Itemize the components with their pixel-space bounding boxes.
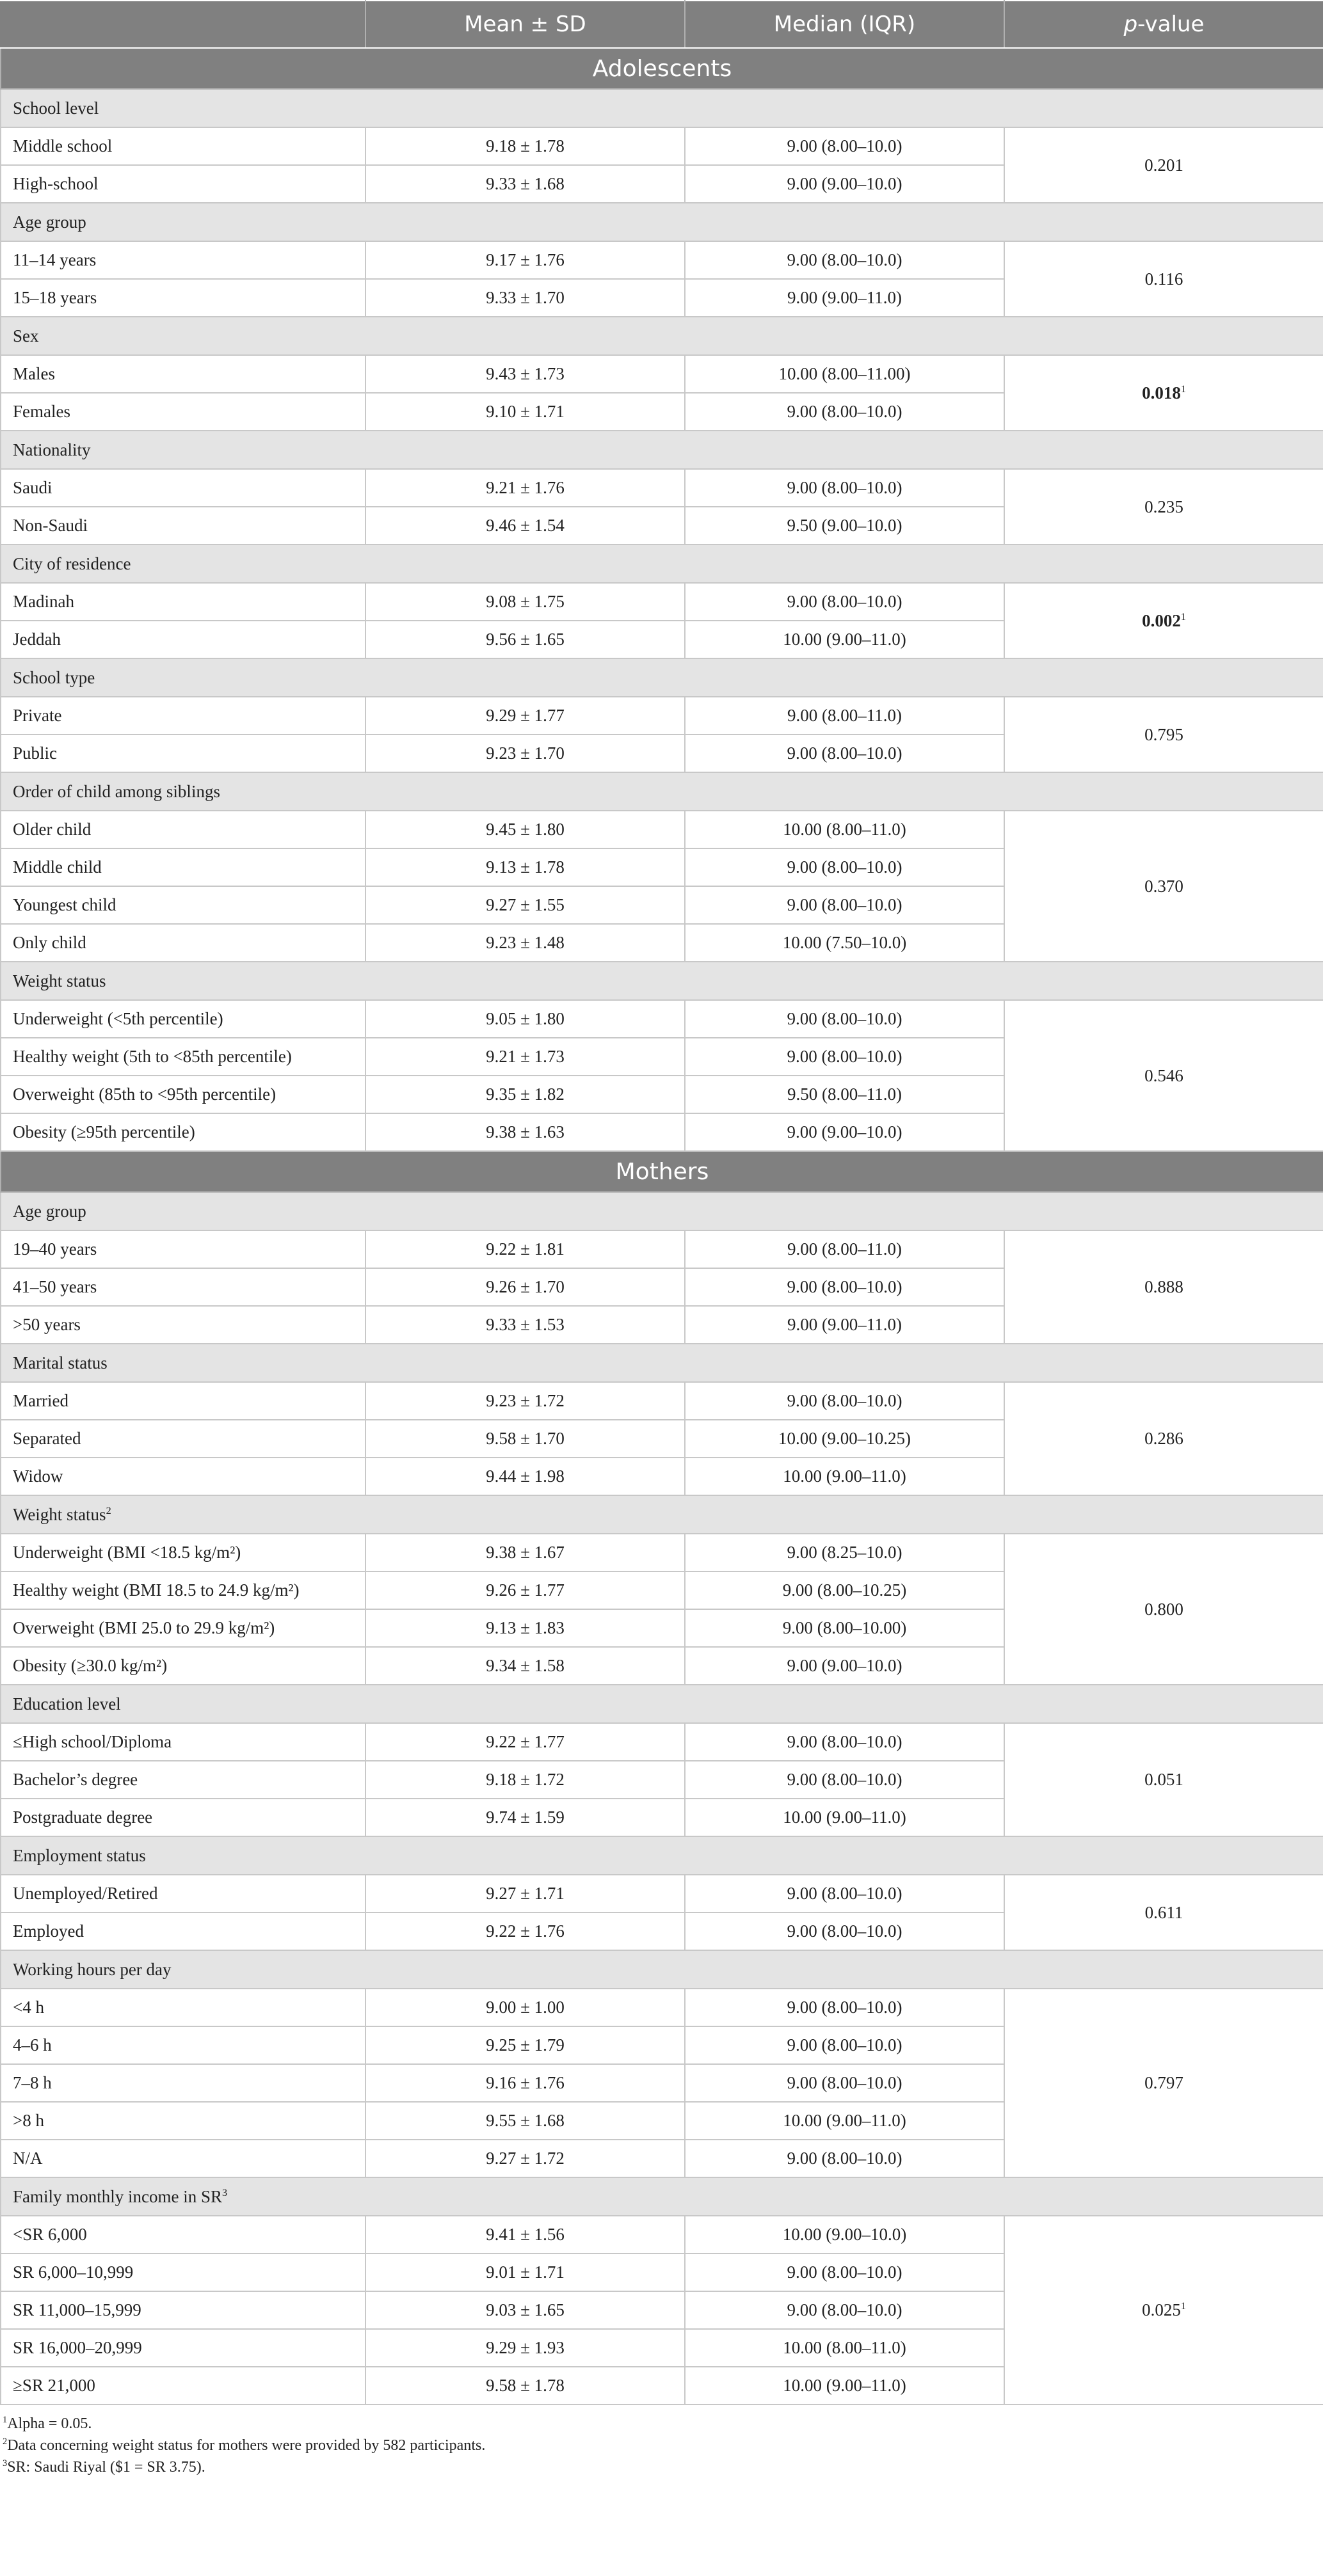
row-label: 4–6 h [1, 2026, 365, 2064]
mean-sd-cell: 9.18 ± 1.72 [365, 1761, 685, 1799]
row-label: Obesity (≥95th percentile) [1, 1113, 365, 1151]
median-iqr-cell: 9.00 (8.00–10.0) [685, 393, 1004, 431]
median-iqr-cell: 10.00 (9.00–11.0) [685, 2102, 1004, 2140]
header-p-italic: p [1123, 12, 1138, 37]
p-value: 0.116 [1144, 269, 1183, 289]
p-value: 0.370 [1144, 876, 1183, 896]
row-label: Underweight (<5th percentile) [1, 1000, 365, 1038]
row-label: ≤High school/Diploma [1, 1723, 365, 1761]
mean-sd-cell: 9.38 ± 1.63 [365, 1113, 685, 1151]
mean-sd-cell: 9.22 ± 1.76 [365, 1912, 685, 1950]
row-label: Only child [1, 924, 365, 962]
table-body [1, 48, 1323, 2405]
p-value: 0.201 [1144, 155, 1183, 175]
median-iqr-cell: 9.00 (9.00–10.0) [685, 165, 1004, 203]
mean-sd-cell: 9.03 ± 1.65 [365, 2291, 685, 2329]
group-label-cell [1, 2177, 1323, 2216]
median-iqr-cell: 9.00 (9.00–11.0) [685, 1306, 1004, 1344]
row-label: ≥SR 21,000 [1, 2367, 365, 2405]
median-iqr-cell: 9.00 (8.00–10.0) [685, 1723, 1004, 1761]
group-label-cell [1, 431, 1323, 469]
footnote-mark: 2 [3, 2437, 8, 2447]
group-label-cell [1, 89, 1323, 127]
footnote-mark: 1 [1180, 610, 1186, 623]
row-label: 41–50 years [1, 1268, 365, 1306]
row-label: >8 h [1, 2102, 365, 2140]
median-iqr-cell: 9.00 (8.00–10.0) [685, 583, 1004, 621]
table-row [1, 127, 1323, 165]
p-value-cell [1004, 1230, 1323, 1344]
group-label: Weight status [13, 971, 106, 990]
row-label: Overweight (85th to <95th percentile) [1, 1076, 365, 1113]
median-iqr-cell: 9.00 (8.00–10.0) [685, 2064, 1004, 2102]
p-value: 0.611 [1144, 1902, 1183, 1922]
header-row [1, 1, 1323, 48]
mean-sd-cell: 9.38 ± 1.67 [365, 1534, 685, 1571]
median-iqr-cell: 9.00 (8.00–10.0) [685, 2026, 1004, 2064]
row-label: Underweight (BMI <18.5 kg/m²) [1, 1534, 365, 1571]
mean-sd-cell: 9.29 ± 1.93 [365, 2329, 685, 2367]
footnote-mark: 1 [1180, 383, 1186, 395]
table-row [1, 1989, 1323, 2026]
group-label-cell [1, 1685, 1323, 1723]
mean-sd-cell: 9.08 ± 1.75 [365, 583, 685, 621]
footnote [3, 2456, 1323, 2478]
median-iqr-cell: 9.50 (8.00–11.0) [685, 1076, 1004, 1113]
median-iqr-cell: 10.00 (7.50–10.0) [685, 924, 1004, 962]
p-value: 0.235 [1144, 497, 1183, 516]
p-value: 0.286 [1144, 1429, 1183, 1448]
mean-sd-cell: 9.00 ± 1.00 [365, 1989, 685, 2026]
mean-sd-cell: 9.58 ± 1.78 [365, 2367, 685, 2405]
table-row [1, 583, 1323, 621]
table-row [1, 1534, 1323, 1571]
footnote-mark: 1 [3, 2415, 8, 2425]
mean-sd-cell: 9.33 ± 1.53 [365, 1306, 685, 1344]
p-value-cell [1004, 469, 1323, 545]
footnote-text: Alpha = 0.05. [7, 2415, 92, 2432]
group-label: Education level [13, 1694, 121, 1713]
mean-sd-cell: 9.22 ± 1.81 [365, 1230, 685, 1268]
median-iqr-cell: 9.00 (9.00–10.0) [685, 1647, 1004, 1685]
group-label: Order of child among siblings [13, 781, 220, 801]
mean-sd-cell: 9.18 ± 1.78 [365, 127, 685, 165]
median-iqr-cell: 9.00 (8.00–10.00) [685, 1609, 1004, 1647]
row-label: Older child [1, 811, 365, 848]
mean-sd-cell: 9.13 ± 1.83 [365, 1609, 685, 1647]
row-label: <4 h [1, 1989, 365, 2026]
table-row [1, 1000, 1323, 1038]
p-value: 0.025 [1142, 2300, 1181, 2319]
row-label: Unemployed/Retired [1, 1875, 365, 1912]
group-label: Marital status [13, 1353, 108, 1372]
median-iqr-cell: 9.00 (8.00–10.0) [685, 2291, 1004, 2329]
p-value-cell [1004, 697, 1323, 772]
row-label: Youngest child [1, 886, 365, 924]
footnote-mark: 3 [3, 2458, 8, 2469]
mean-sd-cell: 9.56 ± 1.65 [365, 621, 685, 658]
group-header-row [1, 772, 1323, 811]
footnote-text: Data concerning weight status for mothers were provided by 582 participants. [7, 2437, 486, 2454]
table-row [1, 355, 1323, 393]
section-row [1, 1151, 1323, 1192]
mean-sd-cell: 9.17 ± 1.76 [365, 241, 685, 279]
row-label: >50 years [1, 1306, 365, 1344]
median-iqr-cell: 9.00 (8.00–10.0) [685, 735, 1004, 772]
row-label: Employed [1, 1912, 365, 1950]
median-iqr-cell: 9.00 (8.25–10.0) [685, 1534, 1004, 1571]
median-iqr-cell: 10.00 (9.00–11.0) [685, 2367, 1004, 2405]
median-iqr-cell: 9.00 (8.00–10.0) [685, 1268, 1004, 1306]
mean-sd-cell: 9.21 ± 1.73 [365, 1038, 685, 1076]
mean-sd-cell: 9.16 ± 1.76 [365, 2064, 685, 2102]
group-label-cell [1, 1192, 1323, 1230]
p-value-cell [1004, 1875, 1323, 1950]
group-header-row [1, 2177, 1323, 2216]
median-iqr-cell: 9.00 (9.00–10.0) [685, 1113, 1004, 1151]
p-value: 0.795 [1144, 724, 1183, 744]
mean-sd-cell: 9.27 ± 1.71 [365, 1875, 685, 1912]
row-label: 7–8 h [1, 2064, 365, 2102]
row-label: SR 11,000–15,999 [1, 2291, 365, 2329]
row-label: Middle child [1, 848, 365, 886]
group-label-cell [1, 772, 1323, 811]
p-value-cell [1004, 1000, 1323, 1151]
table-row [1, 811, 1323, 848]
median-iqr-cell: 9.00 (8.00–10.0) [685, 2140, 1004, 2177]
row-label: Healthy weight (5th to <85th percentile) [1, 1038, 365, 1076]
group-header-row [1, 658, 1323, 697]
p-value: 0.002 [1142, 610, 1181, 630]
footnote-mark: 2 [106, 1504, 111, 1516]
p-value-cell [1004, 1989, 1323, 2177]
group-header-row [1, 431, 1323, 469]
median-iqr-cell: 10.00 (9.00–11.0) [685, 621, 1004, 658]
mean-sd-cell: 9.27 ± 1.55 [365, 886, 685, 924]
group-label: Weight status [13, 1504, 106, 1524]
header-mean-sd: Mean ± SD [365, 1, 685, 48]
table-row [1, 1382, 1323, 1420]
group-header-row [1, 1950, 1323, 1989]
table-row [1, 1723, 1323, 1761]
mean-sd-cell: 9.55 ± 1.68 [365, 2102, 685, 2140]
p-value-cell [1004, 1534, 1323, 1685]
row-label: Postgraduate degree [1, 1799, 365, 1836]
median-iqr-cell: 9.00 (8.00–10.25) [685, 1571, 1004, 1609]
group-label: City of residence [13, 553, 131, 573]
group-label: School level [13, 98, 99, 118]
p-value: 0.018 [1142, 383, 1181, 402]
row-label: 19–40 years [1, 1230, 365, 1268]
row-label: N/A [1, 2140, 365, 2177]
p-value-cell [1004, 1382, 1323, 1495]
mean-sd-cell: 9.22 ± 1.77 [365, 1723, 685, 1761]
median-iqr-cell: 10.00 (8.00–11.0) [685, 2329, 1004, 2367]
mean-sd-cell: 9.74 ± 1.59 [365, 1799, 685, 1836]
section-title: Adolescents [1, 48, 1323, 89]
group-label-cell [1, 1836, 1323, 1875]
row-label: Jeddah [1, 621, 365, 658]
footnote-mark: 3 [222, 2186, 228, 2198]
p-value: 0.797 [1144, 2073, 1183, 2092]
mean-sd-cell: 9.01 ± 1.71 [365, 2254, 685, 2291]
median-iqr-cell: 9.00 (8.00–10.0) [685, 469, 1004, 507]
group-label: Working hours per day [13, 1959, 172, 1979]
header-p-value [1004, 1, 1323, 48]
mean-sd-cell: 9.26 ± 1.70 [365, 1268, 685, 1306]
mean-sd-cell: 9.27 ± 1.72 [365, 2140, 685, 2177]
mean-sd-cell: 9.29 ± 1.77 [365, 697, 685, 735]
mean-sd-cell: 9.41 ± 1.56 [365, 2216, 685, 2254]
group-label-cell [1, 1495, 1323, 1534]
group-header-row [1, 1685, 1323, 1723]
section-row [1, 48, 1323, 89]
mean-sd-cell: 9.35 ± 1.82 [365, 1076, 685, 1113]
p-value-cell [1004, 1723, 1323, 1836]
group-label-cell [1, 317, 1323, 355]
header-p-rest: -value [1137, 12, 1205, 37]
row-label: Married [1, 1382, 365, 1420]
mean-sd-cell: 9.05 ± 1.80 [365, 1000, 685, 1038]
p-value: 0.800 [1144, 1599, 1183, 1619]
median-iqr-cell: 10.00 (9.00–10.25) [685, 1420, 1004, 1458]
group-label: Age group [13, 1201, 86, 1221]
median-iqr-cell: 9.00 (8.00–10.0) [685, 1000, 1004, 1038]
p-value: 0.888 [1144, 1277, 1183, 1296]
p-value-cell [1004, 583, 1323, 658]
table-row [1, 469, 1323, 507]
group-label-cell [1, 545, 1323, 583]
footnote [3, 2435, 1323, 2456]
median-iqr-cell: 9.00 (8.00–10.0) [685, 1989, 1004, 2026]
group-header-row [1, 1192, 1323, 1230]
median-iqr-cell: 9.00 (8.00–10.0) [685, 1761, 1004, 1799]
median-iqr-cell: 10.00 (9.00–11.0) [685, 1799, 1004, 1836]
mean-sd-cell: 9.23 ± 1.48 [365, 924, 685, 962]
row-label: Healthy weight (BMI 18.5 to 24.9 kg/m²) [1, 1571, 365, 1609]
row-label: Private [1, 697, 365, 735]
row-label: Saudi [1, 469, 365, 507]
footnote-text: SR: Saudi Riyal ($1 = SR 3.75). [7, 2459, 205, 2476]
p-value-cell [1004, 2216, 1323, 2405]
group-label: School type [13, 667, 95, 687]
table-row [1, 241, 1323, 279]
median-iqr-cell: 10.00 (9.00–10.0) [685, 2216, 1004, 2254]
median-iqr-cell: 9.00 (8.00–10.0) [685, 127, 1004, 165]
footnote [3, 2413, 1323, 2435]
median-iqr-cell: 9.00 (8.00–10.0) [685, 1912, 1004, 1950]
group-label: Nationality [13, 440, 91, 459]
row-label: Madinah [1, 583, 365, 621]
median-iqr-cell: 9.00 (8.00–10.0) [685, 848, 1004, 886]
group-header-row [1, 1836, 1323, 1875]
header-blank [1, 1, 365, 48]
p-value-cell [1004, 811, 1323, 962]
row-label: SR 6,000–10,999 [1, 2254, 365, 2291]
group-header-row [1, 545, 1323, 583]
median-iqr-cell: 9.00 (8.00–11.0) [685, 697, 1004, 735]
mean-sd-cell: 9.23 ± 1.70 [365, 735, 685, 772]
p-value-cell [1004, 241, 1323, 317]
row-label: Middle school [1, 127, 365, 165]
group-header-row [1, 317, 1323, 355]
median-iqr-cell: 10.00 (9.00–11.0) [685, 1458, 1004, 1495]
mean-sd-cell: 9.43 ± 1.73 [365, 355, 685, 393]
mean-sd-cell: 9.23 ± 1.72 [365, 1382, 685, 1420]
group-label-cell [1, 203, 1323, 241]
median-iqr-cell: 10.00 (8.00–11.00) [685, 355, 1004, 393]
mean-sd-cell: 9.46 ± 1.54 [365, 507, 685, 545]
p-value: 0.546 [1144, 1065, 1183, 1085]
group-header-row [1, 1344, 1323, 1382]
mean-sd-cell: 9.33 ± 1.68 [365, 165, 685, 203]
mean-sd-cell: 9.45 ± 1.80 [365, 811, 685, 848]
group-label: Age group [13, 212, 86, 232]
median-iqr-cell: 9.00 (8.00–10.0) [685, 886, 1004, 924]
median-iqr-cell: 9.00 (8.00–10.0) [685, 241, 1004, 279]
row-label: 15–18 years [1, 279, 365, 317]
row-label: Non-Saudi [1, 507, 365, 545]
header-median-iqr: Median (IQR) [685, 1, 1004, 48]
row-label: <SR 6,000 [1, 2216, 365, 2254]
p-value: 0.051 [1144, 1770, 1183, 1789]
group-label: Employment status [13, 1845, 146, 1865]
mean-sd-cell: 9.21 ± 1.76 [365, 469, 685, 507]
table-header [1, 1, 1323, 48]
mean-sd-cell: 9.10 ± 1.71 [365, 393, 685, 431]
mean-sd-cell: 9.25 ± 1.79 [365, 2026, 685, 2064]
median-iqr-cell: 9.00 (8.00–10.0) [685, 1875, 1004, 1912]
footnotes [0, 2405, 1323, 2478]
p-value-cell [1004, 127, 1323, 203]
group-label-cell [1, 1950, 1323, 1989]
group-header-row [1, 1495, 1323, 1534]
mean-sd-cell: 9.44 ± 1.98 [365, 1458, 685, 1495]
mean-sd-cell: 9.26 ± 1.77 [365, 1571, 685, 1609]
row-label: High-school [1, 165, 365, 203]
group-label: Sex [13, 326, 39, 346]
row-label: Bachelor’s degree [1, 1761, 365, 1799]
row-label: Overweight (BMI 25.0 to 29.9 kg/m²) [1, 1609, 365, 1647]
row-label: Widow [1, 1458, 365, 1495]
mean-sd-cell: 9.34 ± 1.58 [365, 1647, 685, 1685]
median-iqr-cell: 9.50 (9.00–10.0) [685, 507, 1004, 545]
p-value-cell [1004, 355, 1323, 431]
group-header-row [1, 203, 1323, 241]
mean-sd-cell: 9.58 ± 1.70 [365, 1420, 685, 1458]
table-row [1, 1230, 1323, 1268]
mean-sd-cell: 9.13 ± 1.78 [365, 848, 685, 886]
row-label: 11–14 years [1, 241, 365, 279]
table-row [1, 697, 1323, 735]
group-label-cell [1, 962, 1323, 1000]
median-iqr-cell: 9.00 (8.00–10.0) [685, 1382, 1004, 1420]
median-iqr-cell: 9.00 (9.00–11.0) [685, 279, 1004, 317]
group-label-cell [1, 1344, 1323, 1382]
row-label: Females [1, 393, 365, 431]
footnote-mark: 1 [1180, 2300, 1186, 2312]
row-label: Public [1, 735, 365, 772]
row-label: Males [1, 355, 365, 393]
group-header-row [1, 89, 1323, 127]
group-label: Family monthly income in SR [13, 2186, 223, 2206]
row-label: SR 16,000–20,999 [1, 2329, 365, 2367]
group-label-cell [1, 658, 1323, 697]
section-title: Mothers [1, 1151, 1323, 1192]
mean-sd-cell: 9.33 ± 1.70 [365, 279, 685, 317]
median-iqr-cell: 10.00 (8.00–11.0) [685, 811, 1004, 848]
median-iqr-cell: 9.00 (8.00–11.0) [685, 1230, 1004, 1268]
row-label: Separated [1, 1420, 365, 1458]
median-iqr-cell: 9.00 (8.00–10.0) [685, 2254, 1004, 2291]
table-row [1, 2216, 1323, 2254]
row-label: Obesity (≥30.0 kg/m²) [1, 1647, 365, 1685]
table-row [1, 1875, 1323, 1912]
group-header-row [1, 962, 1323, 1000]
median-iqr-cell: 9.00 (8.00–10.0) [685, 1038, 1004, 1076]
